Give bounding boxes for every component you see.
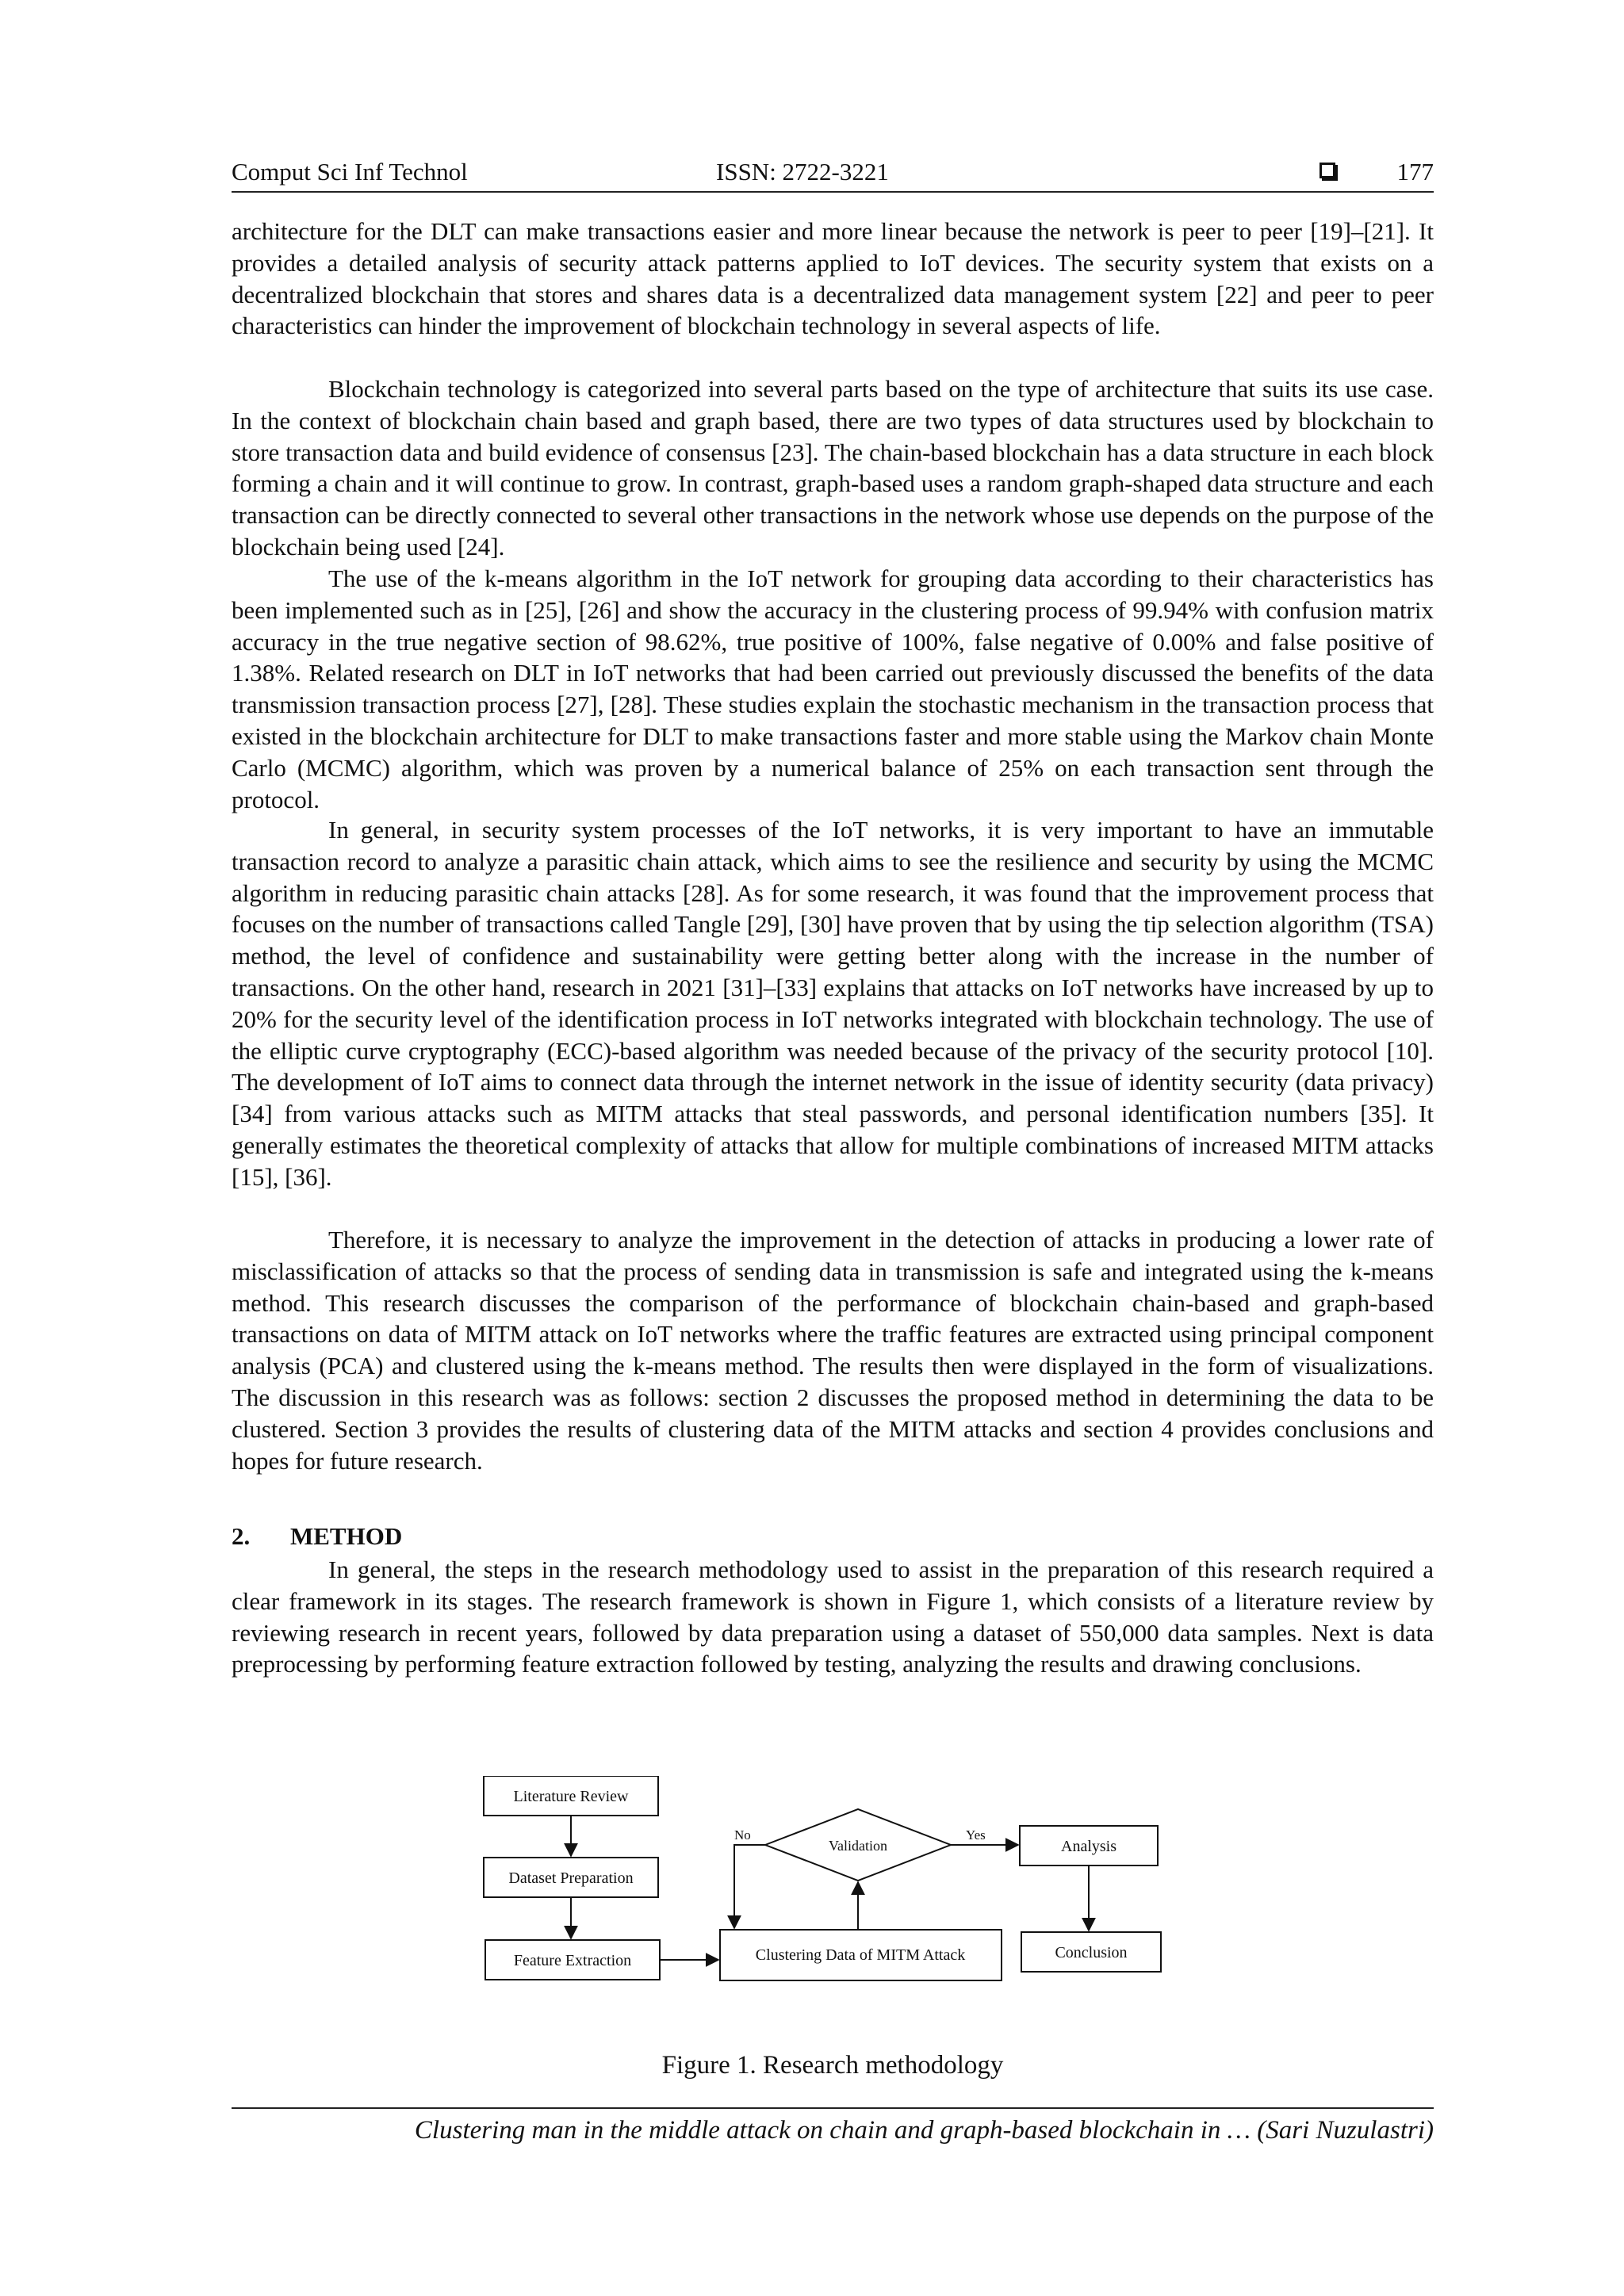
paragraph-1: architecture for the DLT can make transactions easier and more linear because the network is peer to peer [19]–[21]. It provides a detailed analysis of security attack patterns applied to IoT devices. The security system that exists on a decentralized blockchain that stores and shares data is a decentralized data management system [22] and peer to peer characteristics can hinder the improvement of blockchain technology in several aspects of life.: [232, 217, 1434, 340]
svg-text:Clustering Data of MITM Attack: Clustering Data of MITM Attack: [755, 1946, 966, 1964]
paragraph-4: In general, in security system processes of the IoT networks, it is very important to have an immutable transaction record to analyze a parasitic chain attack, which aims to see the resilience and security by using the MCMC algorithm in reducing parasitic chain attacks [28]. As for some research, it was found that the improvement process that focuses on the number of transactions called Tangle [29], [30] have proven that by using the tip selection algorithm (TSA) method, the level of confidence and sustainability were getting better along with the increase in the number of transactions. On the other hand, research in 2021 [31]–[33] explains that attacks on IoT networks have increased by up to 20% for the security level of the identification process in IoT networks integrated with blockchain technology. The use of the elliptic curve cryptography (ECC)-based algorithm was needed because of the privacy of the security protocol [10]. The development of IoT aims to connect data through the internet network in the issue of identity security (data privacy) [34] from various attacks such as MITM attacks that steal passwords, and personal identification numbers [35]. It generally estimates the theoretical complexity of attacks that allow for multiple combinations of increased MITM attacks [15], [36].: [232, 816, 1434, 1191]
svg-text:Analysis: Analysis: [1061, 1838, 1116, 1855]
svg-text:Feature Extraction: Feature Extraction: [513, 1952, 632, 1969]
node-analysis: [1020, 1826, 1158, 1866]
node-feature-extraction: [485, 1940, 660, 1980]
paragraph-2: Blockchain technology is categorized into several parts based on the type of architecture that suits its use case. In the context of blockchain chain based and graph based, there are two types of data structures used by blockchain to store transaction data and build evidence of consensus [23]. The chain-based blockchain has a data structure in each block forming a chain and it will continue to grow. In contrast, graph-based uses a random graph-shaped data structure and each transaction can be directly connected to several other transactions in the network whose use depends on the purpose of the blockchain being used [24].: [232, 375, 1434, 561]
checkbox-square-icon: [1320, 163, 1335, 178]
page-header: [232, 153, 1434, 193]
node-literature-review: [484, 1776, 658, 1816]
svg-text:Dataset Preparation: Dataset Preparation: [508, 1869, 634, 1887]
paragraph-5: Therefore, it is necessary to analyze the improvement in the detection of attacks in producing a lower rate of misclassification of attacks so that the process of sending data in transmission is safe and integrated using the k-means method. This research discusses the comparison of the performance of blockchain chain-based and graph-based transactions on data of MITM attack on IoT networks where the traffic features are extracted using principal component analysis (PCA) and clustered using the k-means method. The results then were displayed in the form of visualizations. The discussion in this research was as follows: section 2 discusses the proposed method in determining the data to be clustered. Section 3 provides the results of clustering data of the MITM attacks and section 4 provides conclusions and hopes for future research.: [232, 1226, 1434, 1475]
section-title: METHOD: [290, 1522, 403, 1550]
figure-caption: Figure 1. Research methodology: [661, 2051, 1004, 2080]
edge-label-yes: Yes: [966, 1827, 986, 1843]
footer-divider: [232, 2107, 1434, 2109]
running-footer: Clustering man in the middle attack on chain and graph-based blockchain in … (Sari Nuzulastri): [414, 2116, 1434, 2145]
method-paragraph: In general, the steps in the research methodology used to assist in the preparation of this research required a clear framework in its stages. The research framework is shown in Figure 1, which consists of a literature review by reviewing research in recent years, followed by data preparation using a dataset of 550,000 data samples. Next is data preprocessing by performing feature extraction followed by testing, analyzing the results and drawing conclusions.: [232, 1556, 1434, 1678]
section-heading: [232, 1521, 402, 1552]
node-dataset-preparation: [484, 1858, 658, 1897]
node-validation: [765, 1809, 951, 1881]
paragraph-3: The use of the k-means algorithm in the IoT network for grouping data according to their characteristics has been implemented such as in [25], [26] and show the accuracy in the clustering process of 99.94% with confusion matrix accuracy in the true negative section of 98.62%, true positive of 100%, false negative of 0.00% and false positive of 1.38%. Related research on DLT in IoT networks that had been carried out previously discussed the benefits of the data transmission transaction process [27], [28]. These studies explain the stochastic mechanism in the transaction process that existed in the blockchain architecture for DLT to make transactions faster and more stable using the Markov chain Monte Carlo (MCMC) algorithm, which was proven by a numerical balance of 25% on each transaction sent through the protocol.: [232, 564, 1434, 813]
journal-name: Comput Sci Inf Technol: [232, 158, 468, 186]
section-number: 2.: [232, 1522, 251, 1550]
page-number: 177: [1396, 158, 1434, 186]
svg-text:Literature Review: Literature Review: [513, 1788, 629, 1805]
node-clustering: [720, 1930, 1002, 1980]
methodology-flowchart: [476, 1776, 1189, 2014]
svg-text:Validation: Validation: [829, 1838, 887, 1854]
svg-text:Conclusion: Conclusion: [1055, 1944, 1128, 1961]
edge-validation-no: [734, 1845, 765, 1928]
issn: ISSN: 2722-3221: [716, 158, 889, 186]
edge-label-no: No: [734, 1827, 751, 1843]
node-conclusion: [1021, 1932, 1161, 1972]
